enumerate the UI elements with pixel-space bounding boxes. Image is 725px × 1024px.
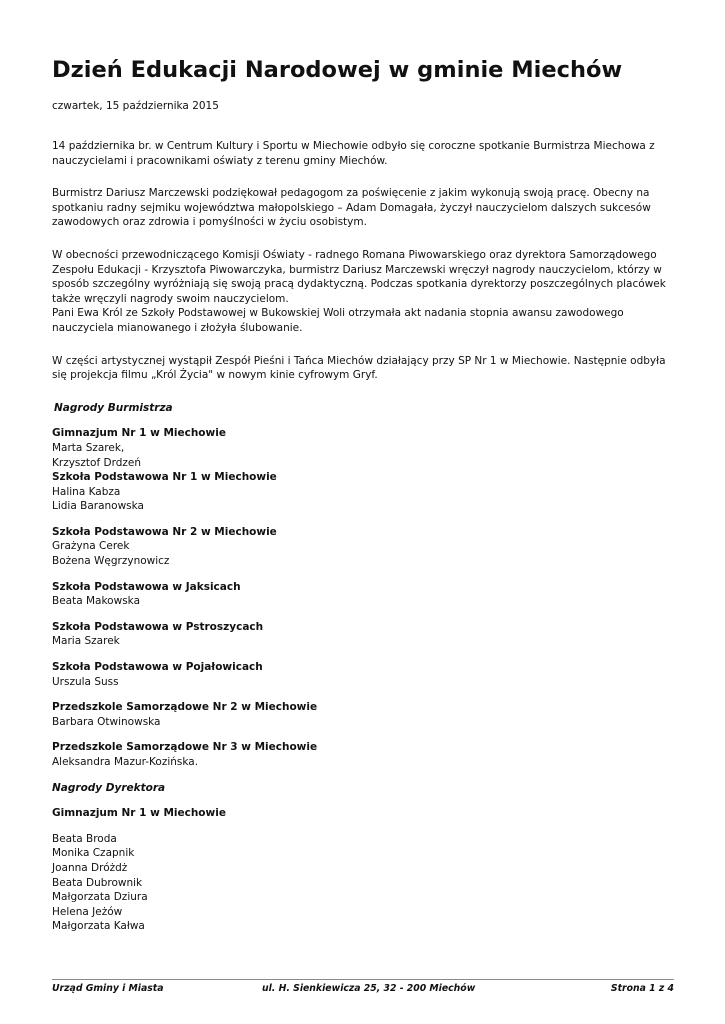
paragraph-intro: 14 października br. w Centrum Kultury i Sportu w Miechowie odbyło się coroczne spotkanie Burmistrza Miechowa z nauczycielami i pracownikami oświaty z terenu gminy Miechów. [52, 140, 655, 167]
paragraph-artistic: W części artystycznej wystąpił Zespół Pieśni i Tańca Miechów działający przy SP Nr 1 w Miechowie. Następnie odbyła się projekcja filmu „Król Życia" w nowym kinie cyfrowym Gryf. [52, 354, 666, 382]
article-body [52, 139, 674, 945]
person-name: Monika Czapnik [52, 847, 135, 860]
person-name: Maria Szarek [52, 635, 120, 648]
award-group [52, 470, 674, 514]
person-name: Małgorzata Dziura [52, 891, 148, 904]
person-name: Urszula Suss [52, 675, 119, 688]
footer-divider [52, 979, 674, 980]
footer-page-number: Strona 1 z 4 [610, 983, 674, 994]
section-title-dyrektor: Nagrody Dyrektora [52, 781, 166, 794]
person-name: Joanna Dróżdż [52, 861, 128, 874]
award-group [52, 700, 674, 729]
person-name: Halina Kabza [52, 485, 121, 498]
document-page [52, 0, 674, 1024]
person-name: Grażyna Cerek [52, 540, 130, 553]
person-name: Beata Broda [52, 832, 117, 845]
person-name: Helena Jeżów [52, 905, 123, 918]
paragraph-promotion: Pani Ewa Król ze Szkoły Podstawowej w Bukowskiej Woli otrzymała akt nadania stopnia awansu zawodowego nauczyciela mianowanego i złożyła ślubowanie. [52, 307, 624, 334]
award-group [52, 660, 674, 689]
school-name: Szkoła Podstawowa Nr 1 w Miechowie [52, 471, 277, 484]
footer-organization: Urząd Gminy i Miasta [52, 983, 164, 994]
person-name: Marta Szarek, [52, 441, 125, 454]
person-name: Krzysztof Drdzeń [52, 456, 141, 469]
award-group [52, 580, 674, 609]
section-title-burmistrz: Nagrody Burmistrza [54, 401, 173, 414]
footer-address: ul. H. Sienkiewicza 25, 32 - 200 Miechów [262, 983, 476, 994]
award-group [52, 620, 674, 649]
award-group [52, 740, 674, 769]
award-group [52, 426, 674, 470]
person-name: Bożena Węgrzynowicz [52, 555, 170, 568]
person-name: Barbara Otwinowska [52, 715, 161, 728]
school-name: Szkoła Podstawowa w Pojałowicach [52, 661, 263, 674]
school-name: Gimnazjum Nr 1 w Miechowie [52, 427, 226, 440]
article-date: czwartek, 15 października 2015 [52, 100, 219, 112]
school-name: Szkoła Podstawowa w Pstroszycach [52, 620, 264, 633]
person-name: Beata Dubrownik [52, 876, 143, 889]
school-name: Przedszkole Samorządowe Nr 3 w Miechowie [52, 741, 318, 754]
school-name: Gimnazjum Nr 1 w Miechowie [52, 807, 226, 820]
award-group-dyrektor [52, 806, 674, 934]
paragraph-awards: W obecności przewodniczącego Komisji Oświaty - radnego Romana Piwowarskiego oraz dyrektora Samorządowego Zespołu Edukacji - Krzysztofa Piwowarczyka, burmistrz Dariusz Marczewski wręczył nagrody nauczycielom, którzy w sposób szczególny wyróżniają się swoją pracą dydaktyczną. Podczas spotkania dyrektorzy poszczególnych placówek także wręczyli nagrody swoim nauczycielom. [52, 248, 666, 305]
person-name: Lidia Baranowska [52, 500, 144, 513]
person-name: Małgorzata Kałwa [52, 920, 145, 933]
school-name: Szkoła Podstawowa w Jaksicach [52, 580, 241, 593]
paragraph-thanks: Burmistrz Dariusz Marczewski podziękował pedagogom za poświęcenie z jakim wykonują swoją pracę. Obecny na spotkaniu radny sejmiku województwa małopolskiego – Adam Domagała, życzył nauczycielom dalszych sukcesów zawodowych oraz zdrowia i pomyślności w życiu osobistym. [52, 187, 651, 229]
school-name: Szkoła Podstawowa Nr 2 w Miechowie [52, 525, 277, 538]
person-name: Beata Makowska [52, 595, 140, 608]
article-title: Dzień Edukacji Narodowej w gminie Miechów [52, 57, 623, 83]
person-name: Aleksandra Mazur-Kozińska. [52, 756, 199, 768]
school-name: Przedszkole Samorządowe Nr 2 w Miechowie [52, 701, 318, 714]
award-group [52, 525, 674, 569]
